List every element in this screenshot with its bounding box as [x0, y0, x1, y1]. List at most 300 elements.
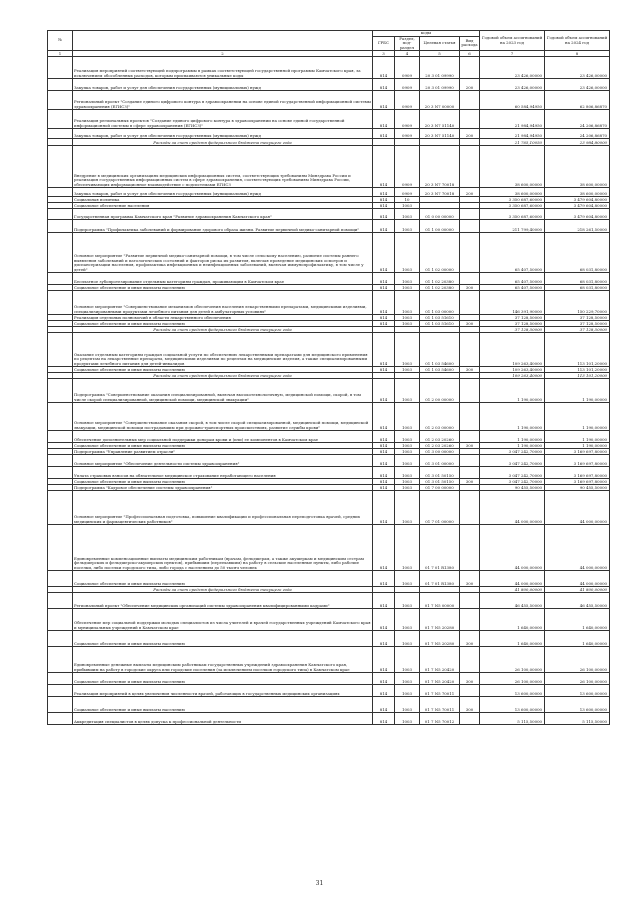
- cell-target: 01 3 01 00000: [420, 455, 460, 467]
- cell-target: 01 7 01 R1380: [420, 571, 460, 587]
- table-row: [48, 91, 610, 110]
- cell-target: 01 7 N5 70011: [420, 685, 460, 697]
- table-row: [48, 631, 610, 647]
- cell-num: [48, 609, 73, 631]
- cell-vol2023: 109 263,40000: [480, 333, 545, 367]
- cell-type: 200: [460, 188, 480, 197]
- cell-section: 1003: [395, 467, 420, 479]
- cell-vol2023: 109 263,40000: [480, 373, 545, 379]
- cell-vol2024: 37 128,50000: [545, 327, 610, 333]
- table-row: [48, 431, 610, 443]
- cell-grbs: 814: [373, 321, 395, 327]
- cell-target: 01 7 N5 20420: [420, 673, 460, 685]
- cell-name: Социальное обеспечение и иные выплаты населению: [73, 443, 373, 449]
- cell-vol2024: 218 261,50000: [545, 220, 610, 233]
- table-row: [48, 525, 610, 571]
- cell-grbs: 814: [373, 285, 395, 291]
- cell-grbs: 814: [373, 485, 395, 491]
- cell-section: 0909: [395, 129, 420, 139]
- header-codes: коды: [373, 31, 480, 37]
- cell-vol2023: 3 047 242,70000: [480, 455, 545, 467]
- cell-vol2023: 44 000,00000: [480, 525, 545, 571]
- cell-target: 01 7 N5 20280: [420, 631, 460, 647]
- cell-type: [460, 713, 480, 725]
- cell-num: [48, 333, 73, 367]
- cell-vol2023: 211 799,40000: [480, 220, 545, 233]
- cell-section: 1003: [395, 593, 420, 609]
- table-row: [48, 57, 610, 79]
- cell-section: 1003: [395, 285, 420, 291]
- cell-target: 01 1 00 00000: [420, 220, 460, 233]
- cell-section: 1003: [395, 449, 420, 455]
- cell-type: [460, 685, 480, 697]
- cell-num: [48, 647, 73, 673]
- cell-grbs: 814: [373, 379, 395, 403]
- cell-section: 0909: [395, 110, 420, 129]
- cell-vol2024: 23 426,00000: [545, 57, 610, 79]
- table-row: [48, 403, 610, 431]
- cell-name: Социальное обеспечение и иные выплаты населению: [73, 673, 373, 685]
- cell-type: 300: [460, 479, 480, 485]
- cell-name: Расходы за счет средств федерального бюджета текущего года: [73, 373, 373, 379]
- cell-grbs: 814: [373, 315, 395, 321]
- cell-vol2024: 68 031,80000: [545, 233, 610, 273]
- cell-num: [48, 129, 73, 139]
- cell-section: 1003: [395, 379, 420, 403]
- cell-target: 01 2 00 00000: [420, 379, 460, 403]
- cell-vol2024: 23 984,80000: [545, 139, 610, 146]
- cell-num: [48, 79, 73, 91]
- column-index: 4: [395, 51, 420, 57]
- cell-grbs: 814: [373, 146, 395, 188]
- cell-vol2023: 3 047 242,70000: [480, 449, 545, 455]
- cell-target: 01 7 N5 20280: [420, 609, 460, 631]
- cell-num: [48, 273, 73, 285]
- cell-grbs: 814: [373, 685, 395, 697]
- cell-name: Региональный проект "Обеспечение медицинских организаций системы здравоохранения квалифицированными кадрами": [73, 593, 373, 609]
- cell-type: [460, 467, 480, 479]
- cell-type: [460, 91, 480, 110]
- cell-vol2023: 65 407,50000: [480, 233, 545, 273]
- header-grbs: ГРБС: [373, 36, 395, 51]
- cell-num: [48, 571, 73, 587]
- table-body: [48, 57, 610, 725]
- cell-target: 01 1 02 20380: [420, 273, 460, 285]
- cell-vol2024: 3 169 697,80000: [545, 449, 610, 455]
- cell-section: 1003: [395, 713, 420, 725]
- cell-grbs: 814: [373, 479, 395, 485]
- cell-section: 1003: [395, 321, 420, 327]
- cell-vol2023: 21 984,94950: [480, 129, 545, 139]
- cell-type: [460, 609, 480, 631]
- cell-num: [48, 91, 73, 110]
- cell-vol2023: 109 263,40000: [480, 367, 545, 373]
- cell-section: 0909: [395, 188, 420, 197]
- cell-section: 1003: [395, 525, 420, 571]
- table-header: [48, 31, 610, 57]
- cell-grbs: 814: [373, 455, 395, 467]
- cell-vol2024: 113 101,20000: [545, 373, 610, 379]
- cell-type: [460, 593, 480, 609]
- cell-section: 0909: [395, 57, 420, 79]
- cell-vol2024: 62 806,86870: [545, 91, 610, 110]
- cell-type: [460, 139, 480, 146]
- cell-grbs: 814: [373, 431, 395, 443]
- column-index: 7: [480, 51, 545, 57]
- cell-grbs: 814: [373, 449, 395, 455]
- column-index: 6: [460, 51, 480, 57]
- table-row: [48, 209, 610, 220]
- cell-vol2023: 90 455,50000: [480, 485, 545, 491]
- cell-grbs: 814: [373, 91, 395, 110]
- cell-grbs: 814: [373, 233, 395, 273]
- cell-grbs: 814: [373, 713, 395, 725]
- table-row: [48, 220, 610, 233]
- cell-vol2024: 26 100,00000: [545, 673, 610, 685]
- cell-vol2023: 1 640,00000: [480, 631, 545, 647]
- table-row: [48, 571, 610, 587]
- cell-grbs: 814: [373, 57, 395, 79]
- cell-name: Социальное обеспечение и иные выплаты населению: [73, 631, 373, 647]
- cell-section: 1003: [395, 233, 420, 273]
- cell-type: 200: [460, 79, 480, 91]
- cell-name: Закупка товаров, работ и услуг для обеспечения государственных (муниципальных) нужд: [73, 188, 373, 197]
- cell-section: 1003: [395, 455, 420, 467]
- cell-grbs: 814: [373, 79, 395, 91]
- cell-vol2024: 37 128,50000: [545, 321, 610, 327]
- cell-name: Основное мероприятие "Развитие первичной медико-санитарной помощи, в том числе сельскому населению, развитие системы раннего выявления заболеваний и патологических состояний и факторов риска их развития, включая проведение медицинских осмотров и диспансеризации населения, профилактика инфекционных и неинфекционных заболеваний, включая иммунопрофилактику, в том числе у детей": [73, 233, 373, 273]
- cell-section: 0909: [395, 79, 420, 91]
- header-type: Вид расхода: [460, 36, 480, 51]
- cell-target: 01 7 01 R1380: [420, 525, 460, 571]
- cell-type: [460, 431, 480, 443]
- table-row: [48, 233, 610, 273]
- cell-num: [48, 57, 73, 79]
- cell-type: [460, 455, 480, 467]
- cell-target: 01 1 03 51610: [420, 315, 460, 321]
- cell-vol2024: 5 115,50000: [545, 713, 610, 725]
- cell-vol2024: 38 600,00000: [545, 146, 610, 188]
- cell-section: [395, 139, 420, 146]
- cell-name: Социальное обеспечение и иные выплаты населению: [73, 479, 373, 485]
- table-row: [48, 713, 610, 725]
- header-section: Раздел, под-раздел: [395, 36, 420, 51]
- cell-num: [48, 220, 73, 233]
- cell-type: 300: [460, 321, 480, 327]
- table-row: [48, 273, 610, 285]
- cell-section: 1003: [395, 485, 420, 491]
- cell-vol2023: 21 984,94950: [480, 110, 545, 129]
- cell-grbs: 814: [373, 571, 395, 587]
- cell-vol2024: 38 600,00000: [545, 188, 610, 197]
- cell-type: 200: [460, 129, 480, 139]
- table-row: [48, 593, 610, 609]
- table-row: [48, 110, 610, 129]
- cell-vol2023: 3 350 687,60000: [480, 209, 545, 220]
- cell-target: 01 1 03 51610: [420, 321, 460, 327]
- cell-num: [48, 525, 73, 571]
- cell-type: [460, 220, 480, 233]
- column-index: 3: [373, 51, 395, 57]
- cell-vol2023: 37 128,50000: [480, 315, 545, 321]
- cell-grbs: 814: [373, 129, 395, 139]
- table-row: [48, 129, 610, 139]
- cell-name: Социальное обеспечение населения: [73, 203, 373, 209]
- cell-name: Подпрограмма "Управление развитием отрасли": [73, 449, 373, 455]
- cell-num: [48, 491, 73, 525]
- cell-section: 1003: [395, 479, 420, 485]
- cell-vol2023: 37 128,50000: [480, 327, 545, 333]
- cell-name: Основное мероприятие "Профессиональная подготовка, повышение квалификации и профессиональная переподготовка врачей, средних медицинских и фармацевтических работников": [73, 491, 373, 525]
- cell-vol2024: 3 479 604,80000: [545, 209, 610, 220]
- cell-target: 01 3 01 50150: [420, 467, 460, 479]
- cell-vol2023: 23 426,00000: [480, 79, 545, 91]
- cell-name: Социальное обеспечение и иные выплаты населению: [73, 571, 373, 587]
- cell-type: [460, 146, 480, 188]
- cell-name: Закупка товаров, работ и услуг для обеспечения государственных (муниципальных) нужд: [73, 129, 373, 139]
- cell-num: [48, 713, 73, 725]
- cell-vol2023: 3 047 242,70000: [480, 479, 545, 485]
- cell-target: [420, 139, 460, 146]
- cell-target: 01 7 N5 70011: [420, 697, 460, 713]
- cell-target: 01 3 01 50150: [420, 479, 460, 485]
- cell-vol2024: 1 640,00000: [545, 631, 610, 647]
- cell-section: 10: [395, 197, 420, 203]
- cell-num: [48, 188, 73, 197]
- cell-grbs: 814: [373, 188, 395, 197]
- budget-table: [47, 30, 610, 725]
- cell-vol2024: 23 426,00000: [545, 79, 610, 91]
- cell-vol2024: 37 128,50000: [545, 315, 610, 321]
- cell-name: Реализация региональных проектов "Создание единого цифрового контура в здравоохранении на основе единой государственной информационной системы в сфере здравоохранения (ЕГИСЗ)": [73, 110, 373, 129]
- cell-target: 01 3 00 00000: [420, 449, 460, 455]
- cell-vol2024: 26 100,00000: [545, 647, 610, 673]
- cell-num: [48, 146, 73, 188]
- cell-type: [460, 291, 480, 315]
- cell-type: 300: [460, 285, 480, 291]
- table-row: [48, 379, 610, 403]
- cell-grbs: 814: [373, 697, 395, 713]
- cell-name: Бесплатное зубопротезирование отдельным категориям граждан, проживающим в Камчатском крае: [73, 273, 373, 285]
- cell-type: [460, 209, 480, 220]
- cell-vol2024: 3 479 604,80000: [545, 197, 610, 203]
- cell-name: Аккредитация специалистов в целях допуска к профессиональной деятельности: [73, 713, 373, 725]
- cell-name: Обеспечение дополнительных мер социальной поддержки донорам крови и (или) ее компонентов в Камчатском крае: [73, 431, 373, 443]
- cell-num: [48, 593, 73, 609]
- table-row: [48, 146, 610, 188]
- cell-vol2024: 68 031,80000: [545, 285, 610, 291]
- cell-name: Подпрограмма "Кадровое обеспечение системы здравоохранения": [73, 485, 373, 491]
- cell-vol2023: 37 128,50000: [480, 321, 545, 327]
- table-row: [48, 291, 610, 315]
- cell-grbs: 814: [373, 525, 395, 571]
- cell-vol2024: 3 169 697,80000: [545, 467, 610, 479]
- cell-vol2024: 46 455,50000: [545, 593, 610, 609]
- cell-section: 0909: [395, 91, 420, 110]
- cell-section: 1003: [395, 685, 420, 697]
- table-row: [48, 491, 610, 525]
- cell-vol2023: 1 640,00000: [480, 609, 545, 631]
- cell-grbs: 814: [373, 609, 395, 631]
- table-row: [48, 685, 610, 697]
- cell-target: 01 7 N5 70012: [420, 713, 460, 725]
- cell-vol2024: 44 000,00000: [545, 571, 610, 587]
- cell-type: [460, 110, 480, 129]
- cell-type: 300: [460, 631, 480, 647]
- cell-type: 300: [460, 367, 480, 373]
- table-row: [48, 455, 610, 467]
- cell-vol2023: 38 600,00000: [480, 188, 545, 197]
- cell-target: 20 3 N7 51140: [420, 129, 460, 139]
- header-vol2024: Годовой объем ассигнований на 2024 год: [545, 31, 610, 51]
- cell-vol2023: 1 190,00000: [480, 443, 545, 449]
- cell-type: [460, 647, 480, 673]
- table-row: [48, 647, 610, 673]
- table-row: [48, 188, 610, 197]
- cell-target: 01 1 03 54600: [420, 367, 460, 373]
- cell-name: Социальное обеспечение и иные выплаты населению: [73, 321, 373, 327]
- cell-vol2024: 13 600,00000: [545, 685, 610, 697]
- cell-name: Социальное обеспечение и иные выплаты населению: [73, 367, 373, 373]
- cell-section: 1003: [395, 367, 420, 373]
- budget-table-sheet: [47, 30, 609, 725]
- cell-name: Реализация отдельных полномочий в области лекарственного обеспечения: [73, 315, 373, 321]
- cell-vol2023: 3 350 687,60000: [480, 197, 545, 203]
- cell-type: [460, 379, 480, 403]
- cell-type: 300: [460, 571, 480, 587]
- cell-type: 300: [460, 697, 480, 713]
- cell-target: 20 3 01 09990: [420, 79, 460, 91]
- cell-vol2024: 41 800,00000: [545, 587, 610, 593]
- cell-name: Социальная политика: [73, 197, 373, 203]
- cell-target: 01 1 02 20380: [420, 285, 460, 291]
- cell-target: 01 0 00 00000: [420, 209, 460, 220]
- header-target: Целевая статья: [420, 36, 460, 51]
- column-index: 8: [545, 51, 610, 57]
- cell-vol2024: 68 031,80000: [545, 273, 610, 285]
- cell-grbs: 814: [373, 467, 395, 479]
- table-row: [48, 79, 610, 91]
- cell-vol2024: 24 206,86870: [545, 129, 610, 139]
- cell-num: [48, 403, 73, 431]
- cell-section: 1003: [395, 333, 420, 367]
- cell-vol2023: 13 600,00000: [480, 697, 545, 713]
- cell-name: Расходы за счет средств федерального бюджета текущего года: [73, 139, 373, 146]
- cell-grbs: 814: [373, 491, 395, 525]
- cell-grbs: 814: [373, 220, 395, 233]
- cell-vol2023: 3 047 242,70000: [480, 467, 545, 479]
- cell-vol2024: 44 000,00000: [545, 525, 610, 571]
- cell-type: 300: [460, 443, 480, 449]
- cell-section: 1003: [395, 697, 420, 713]
- cell-target: 01 2 03 20260: [420, 443, 460, 449]
- cell-grbs: 814: [373, 631, 395, 647]
- cell-name: Реализация мероприятий соответствующей подпрограммы в рамках соответствующей государственной программы Камчатского края, за исключением обособленных расходов, которым присваиваются уникальные коды: [73, 57, 373, 79]
- cell-vol2024: 3 169 697,80000: [545, 455, 610, 467]
- cell-vol2024: 24 206,86870: [545, 110, 610, 129]
- cell-grbs: 814: [373, 203, 395, 209]
- cell-vol2023: 21 765,10050: [480, 139, 545, 146]
- cell-name: Реализация мероприятий в целях увеличения численности врачей, работающих в государственных медицинских организациях: [73, 685, 373, 697]
- cell-vol2023: 65 407,50000: [480, 273, 545, 285]
- cell-target: 01 7 01 00000: [420, 491, 460, 525]
- cell-grbs: 814: [373, 673, 395, 685]
- cell-target: 20 3 N7 70018: [420, 188, 460, 197]
- cell-vol2024: 113 101,20000: [545, 367, 610, 373]
- cell-target: 01 7 N5 00000: [420, 593, 460, 609]
- cell-vol2023: 146 391,90000: [480, 291, 545, 315]
- cell-grbs: 814: [373, 197, 395, 203]
- table-row: [48, 139, 610, 146]
- cell-vol2023: 23 426,00000: [480, 57, 545, 79]
- cell-section: 1003: [395, 673, 420, 685]
- cell-vol2023: 44 000,00000: [480, 491, 545, 525]
- cell-vol2023: 1 190,00000: [480, 379, 545, 403]
- cell-vol2024: 1 190,00000: [545, 443, 610, 449]
- cell-vol2023: 44 000,00000: [480, 571, 545, 587]
- cell-grbs: 814: [373, 291, 395, 315]
- cell-grbs: 814: [373, 403, 395, 431]
- cell-type: [460, 403, 480, 431]
- cell-section: 0909: [395, 146, 420, 188]
- cell-type: [460, 233, 480, 273]
- cell-target: 20 3 N7 70018: [420, 146, 460, 188]
- cell-vol2023: 26 100,00000: [480, 673, 545, 685]
- cell-vol2023: 1 190,00000: [480, 403, 545, 431]
- cell-grbs: 814: [373, 333, 395, 367]
- cell-vol2023: 13 600,00000: [480, 685, 545, 697]
- cell-name: Региональный проект "Создание единого цифрового контура в здравоохранении на основе единой государственной информационной системы здравоохранения (ЕГИСЗ)": [73, 91, 373, 110]
- cell-vol2024: 13 600,00000: [545, 697, 610, 713]
- cell-target: 20 3 N7 51140: [420, 110, 460, 129]
- cell-vol2024: 1 640,00000: [545, 609, 610, 631]
- cell-grbs: 814: [373, 110, 395, 129]
- cell-section: 1003: [395, 315, 420, 321]
- cell-vol2023: 38 600,00000: [480, 146, 545, 188]
- cell-grbs: 814: [373, 273, 395, 285]
- cell-num: [48, 631, 73, 647]
- cell-num: [48, 139, 73, 146]
- cell-name: Единовременные денежные выплаты медицинским работникам государственных учреждений здравоохранения Камчатского края, прибывшим на работу в городские округа или городские поселения (за исключением поселков городского типа) в Камчатском крае: [73, 647, 373, 673]
- cell-vol2023: 65 407,50000: [480, 285, 545, 291]
- cell-vol2024: 90 455,50000: [545, 485, 610, 491]
- cell-target: 20 3 01 09990: [420, 57, 460, 79]
- cell-num: [48, 673, 73, 685]
- cell-grbs: 814: [373, 367, 395, 373]
- cell-name: Социальное обеспечение и иные выплаты населению: [73, 285, 373, 291]
- cell-section: 1003: [395, 220, 420, 233]
- cell-section: 1003: [395, 571, 420, 587]
- cell-name: Расходы за счет средств федерального бюджета текущего года: [73, 327, 373, 333]
- table-row: [48, 673, 610, 685]
- cell-name: Оказание отдельным категориям граждан социальной услуги по обеспечению лекарственными препаратами для медицинского применения по рецептам на лекарственные препараты, медицинскими изделиями по рецептам на медицинские изделия, а также специализированными продуктами лечебного питания для детей-инвалидов: [73, 333, 373, 367]
- table-row: [48, 609, 610, 631]
- cell-name: Внедрение в медицинских организациях медицинских информационных систем, соответствующих требованиям Минздрава России и реализация государственных информационных систем в сфере здравоохранения, соответствующих требованиям Минздрава России, обеспечивающих информационное взаимодействие с подсистемами ЕГИСЗ: [73, 146, 373, 188]
- cell-type: [460, 273, 480, 285]
- cell-vol2024: 1 190,00000: [545, 379, 610, 403]
- cell-vol2023: 3 350 687,60000: [480, 203, 545, 209]
- cell-section: 1003: [395, 431, 420, 443]
- cell-target: 01 7 00 00000: [420, 485, 460, 491]
- cell-type: [460, 491, 480, 525]
- cell-target: 20 3 N7 00000: [420, 91, 460, 110]
- table-row: [48, 467, 610, 479]
- cell-vol2023: 60 584,94950: [480, 91, 545, 110]
- cell-num: [48, 467, 73, 479]
- cell-target: 01 7 N5 20420: [420, 647, 460, 673]
- page-number: 31: [315, 880, 324, 887]
- cell-vol2024: 44 000,00000: [545, 491, 610, 525]
